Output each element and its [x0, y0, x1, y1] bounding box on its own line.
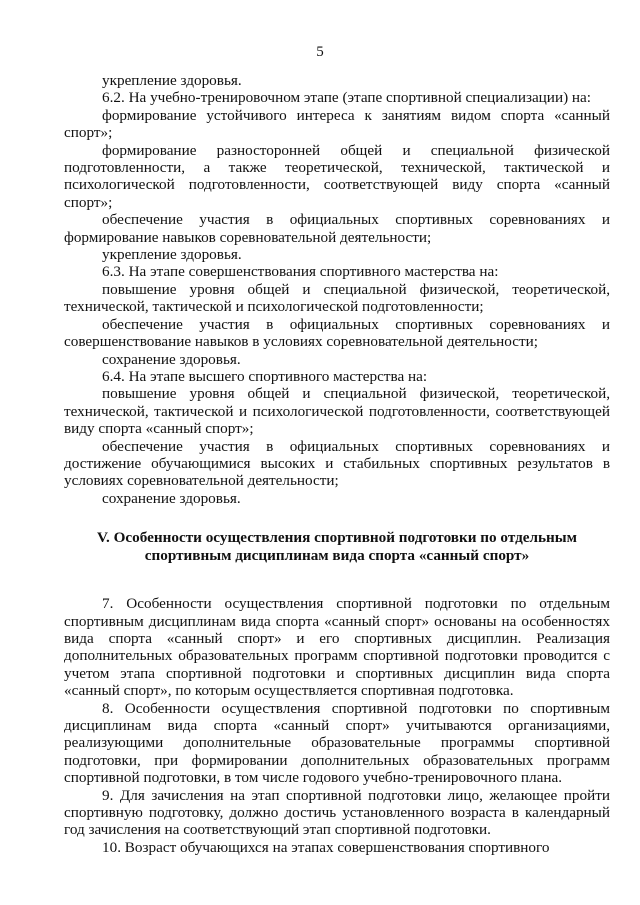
paragraph: повышение уровня общей и специальной физической, теоретической, технической, тактической и психологической подготовленности, соответствующей виду спорта «санный спорт»;: [64, 385, 610, 438]
section-heading: [64, 529, 610, 565]
section-heading-line: V. Особенности осуществления спортивной подготовки по отдельным: [96, 529, 578, 547]
paragraph: 6.4. На этапе высшего спортивного мастерства на:: [102, 367, 428, 385]
paragraph: формирование устойчивого интереса к занятиям видом спорта «санный спорт»;: [64, 106, 610, 142]
paragraph: обеспечение участия в официальных спортивных соревнованиях и формирование навыков соревновательной деятельности;: [64, 211, 610, 246]
paragraph: обеспечение участия в официальных спортивных соревнованиях и совершенствование навыков в условиях соревновательной деятельности;: [64, 315, 610, 351]
paragraph: 7. Особенности осуществления спортивной подготовки по отдельным спортивным дисциплинам вида спорта «санный спорт» основаны на особенностях вида спорта «санный спорт» и его спортивных дисциплин. Реализация дополнительных образовательных программ спортивной подготовки проводится с учетом этапа спортивной подготовки и спортивных дисциплин вида спорта «санный спорт», по которым осуществляется спортивная подготовка.: [64, 595, 610, 700]
section-heading-line: спортивным дисциплинам вида спорта «санный спорт»: [144, 547, 530, 565]
paragraph: укрепление здоровья.: [102, 246, 242, 264]
paragraph: 8. Особенности осуществления спортивной подготовки по спортивным дисциплинам вида спорта «санный спорт» учитываются организациями, реализующими дополнительные образовательные программы спортивной подготовки, при формировании дополнительных образовательных программ спортивной подготовки, в том числе годового учебно-тренировочного плана.: [64, 699, 610, 787]
paragraph: 6.3. На этапе совершенствования спортивного мастерства на:: [102, 263, 499, 281]
paragraph: обеспечение участия в официальных спортивных соревнованиях и достижение обучающимися высоких и стабильных спортивных результатов в условиях соревновательной деятельности;: [64, 437, 610, 490]
paragraph: формирование разносторонней общей и специальной физической подготовленности, а также теоретической, технической, тактической и психологической подготовленности, соответствующей виду спорта «санный спорт»;: [64, 141, 610, 211]
paragraph: повышение уровня общей и специальной физической, теоретической, технической, тактической и психологической подготовленности;: [64, 280, 610, 316]
page-number: 5: [316, 44, 324, 60]
paragraph: 10. Возраст обучающихся на этапах совершенствования спортивного: [102, 838, 550, 856]
paragraph: 6.2. На учебно-тренировочном этапе (этапе спортивной специализации) на:: [102, 89, 592, 107]
document-body: [64, 72, 610, 856]
paragraph: сохранение здоровья.: [102, 350, 241, 368]
paragraph: сохранение здоровья.: [102, 489, 241, 507]
paragraph: укрепление здоровья.: [102, 72, 242, 89]
paragraph: 9. Для зачисления на этап спортивной подготовки лицо, желающее пройти спортивную подготовку, должно достичь установленного возраста в календарный год зачисления на соответствующий этап спортивной подготовки.: [64, 786, 610, 839]
